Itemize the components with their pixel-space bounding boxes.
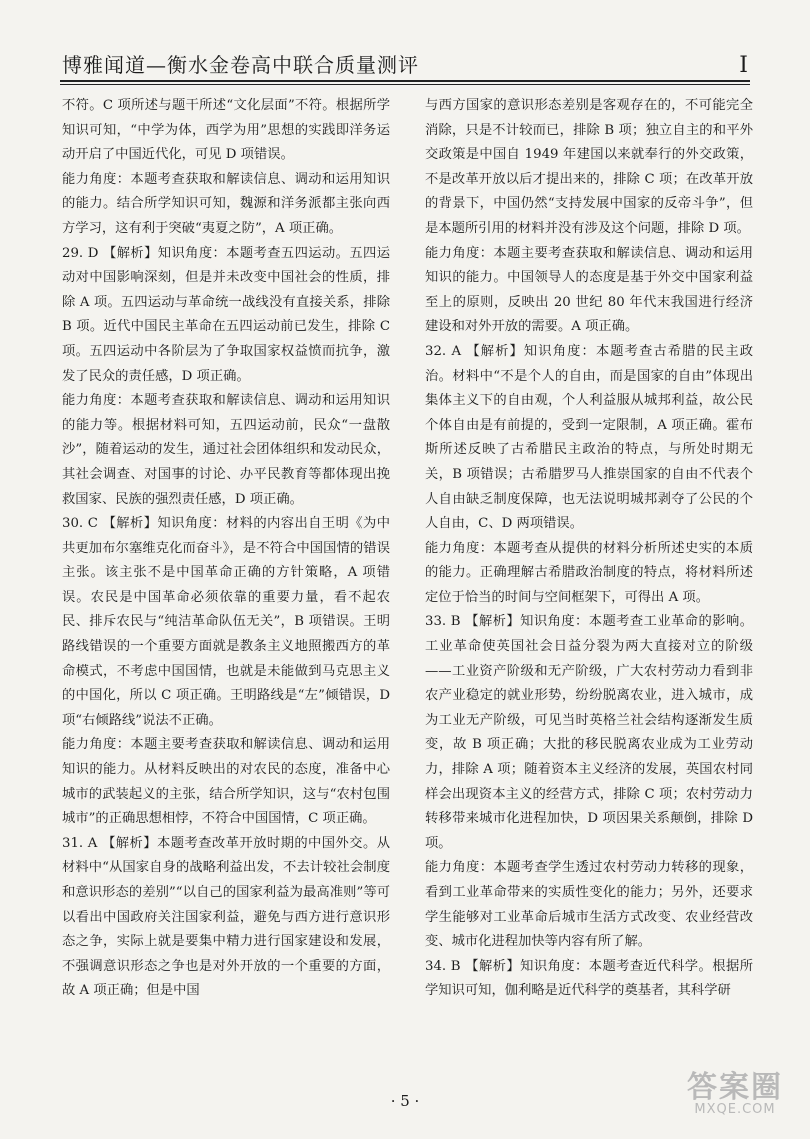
watermark-url: MXQE.COM — [694, 1102, 776, 1117]
paragraph: 能力角度：本题考查学生透过农村劳动力转移的现象，看到工业革命带来的实质性变化的能力；另外，还要求学生能够对工业革命后城市生活方式改变、农业经营改变、城市化进程加快等内容有所了解。 — [425, 860, 753, 950]
paragraph: 30. C 【解析】知识角度：材料的内容出自王明《为中共更加布尔塞维克化而奋斗》，是不符合中国国情的错误主张。该主张不是中国革命正确的方针策略，A 项错误。农民是中国革命必须依靠的重要力量，看不起农民、排斥农民与“纯洁革命队伍无关”，B 项错误。王明路线错误的一个重要方面就是教条主义地照搬西方的革命模式，不考虑中国国情，也就是未能做到马克思主义的中国化，所以 C 项正确。王明路线是“左”倾错误，D 项“右倾路线”说法不正确。 — [62, 516, 390, 728]
paragraph: 不符。C 项所述与题干所述“文化层面”不符。根据所学知识可知，“中学为体，西学为用”思想的实践即洋务运动开启了中国近代化，可见 D 项错误。 — [62, 98, 390, 163]
paragraph: 29. D 【解析】知识角度：本题考查五四运动。五四运动对中国影响深刻，但是并未改变中国社会的性质，排除 A 项。五四运动与革命统一战线没有直接关系，排除 B 项。近代中国民主革命在五四运动前已发生，排除 C 项。五四运动中各阶层为了争取国家权益愤而抗争，激发了民众的责任感，D 项正确。 — [62, 245, 390, 384]
watermark-logo — [680, 1070, 790, 1125]
page-header — [62, 38, 748, 78]
paragraph: 能力角度：本题主要考查获取和解读信息、调动和运用知识的能力。从材料反映出的对农民的态度，准备中心城市的武装起义的主张，结合所学知识，这与“农村包围城市”的正确思想相悖，不符合中国国情，C 项正确。 — [62, 737, 390, 827]
header-title: 博雅闻道—衡水金卷高中联合质量测评 — [62, 53, 419, 77]
paragraph: 32. A 【解析】知识角度：本题考查古希腊的民主政治。材料中“不是个人的自由，而是国家的自由”体现出集体主义下的自由观，个人利益服从城邦利益，故公民个体自由是有前提的，受到一定限制，A 项正确。霍布斯所述反映了古希腊民主政治的特点，与所处时期无关，B 项错误；古希腊罗马人推崇国家的自由不代表个人自由缺乏制度保障，也无法说明城邦剥夺了公民的个人自由，C、D 两项错误。 — [425, 343, 753, 532]
header-rule-thin — [60, 84, 750, 85]
header-rule — [60, 80, 750, 82]
paragraph: 31. A 【解析】本题考查改革开放时期的中国外交。从材料中“从国家自身的战略利益出发，不去计较社会制度和意识形态的差别”“以自己的国家利益为最高准则”等可以看出中国政府关注国家利益，避免与西方进行意识形态之争，实际上就是要集中精力进行国家建设和发展，不强调意识形态之争也是对外开放的一个重要的方面，故 A 项正确；但是中国 — [62, 835, 390, 999]
paragraph: 能力角度：本题考查获取和解读信息、调动和运用知识的能力。结合所学知识可知，魏源和洋务派都主张向西方学习，这有利于突破“夷夏之防”，A 项正确。 — [62, 171, 390, 236]
watermark-text: 答案圈 — [687, 1070, 783, 1105]
paragraph: 34. B 【解析】知识角度：本题考查近代科学。根据所学知识可知，伽利略是近代科学的奠基者，其科学研 — [425, 958, 753, 999]
page-number: · 5 · — [390, 1092, 420, 1110]
paragraph: 能力角度：本题考查从提供的材料分析所述史实的本质的能力。正确理解古希腊政治制度的特点，将材料所述定位于恰当的时间与空间框架下，可得出 A 项。 — [425, 540, 753, 605]
paragraph: 33. B 【解析】知识角度：本题考查工业革命的影响。工业革命使英国社会日益分裂为两大直接对立的阶级——工业资产阶级和无产阶级，广大农村劳动力看到非农产业稳定的就业形势，纷纷脱离农业，进入城市，成为工业无产阶级，可见当时英格兰社会结构逐渐发生质变，故 B 项正确；大批的移民脱离农业成为工业劳动力，排除 A 项；随着资本主义经济的发展，英国农村同样会出现资本主义的经营方式，排除 C 项；农村劳动力转移带来城市化进程加快，D 项因果关系颠倒，排除 D 项。 — [425, 614, 753, 851]
paragraph: 能力角度：本题主要考查获取和解读信息、调动和运用知识的能力。中国领导人的态度是基于外交中国家利益至上的原则，反映出 20 世纪 80 年代末我国进行经济建设和对外开放的需要。A 项正确。 — [425, 245, 753, 335]
paragraph: 能力角度：本题考查获取和解读信息、调动和运用知识的能力等。根据材料可知，五四运动前，民众“一盘散沙”，随着运动的发生，通过社会团体组织和发动民众，其社会调查、对国事的讨论、办平民教育等都体现出挽救国家、民族的强烈责任感，D 项正确。 — [62, 393, 390, 507]
header-volume-mark: I — [739, 53, 748, 78]
paragraph: 与西方国家的意识形态差别是客观存在的，不可能完全消除，只是不计较而已，排除 B 项；独立自主的和平外交政策是中国自 1949 年建国以来就奉行的外交政策，不是改革开放以后才提出来的，排除 C 项；在改革开放的背景下，中国仍然“支持发展中国家的反帝斗争”，但是本题所引用的材料并没有涉及这个问题，排除 D 项。 — [425, 98, 753, 236]
left-column — [62, 94, 390, 1004]
right-column — [425, 94, 753, 1004]
